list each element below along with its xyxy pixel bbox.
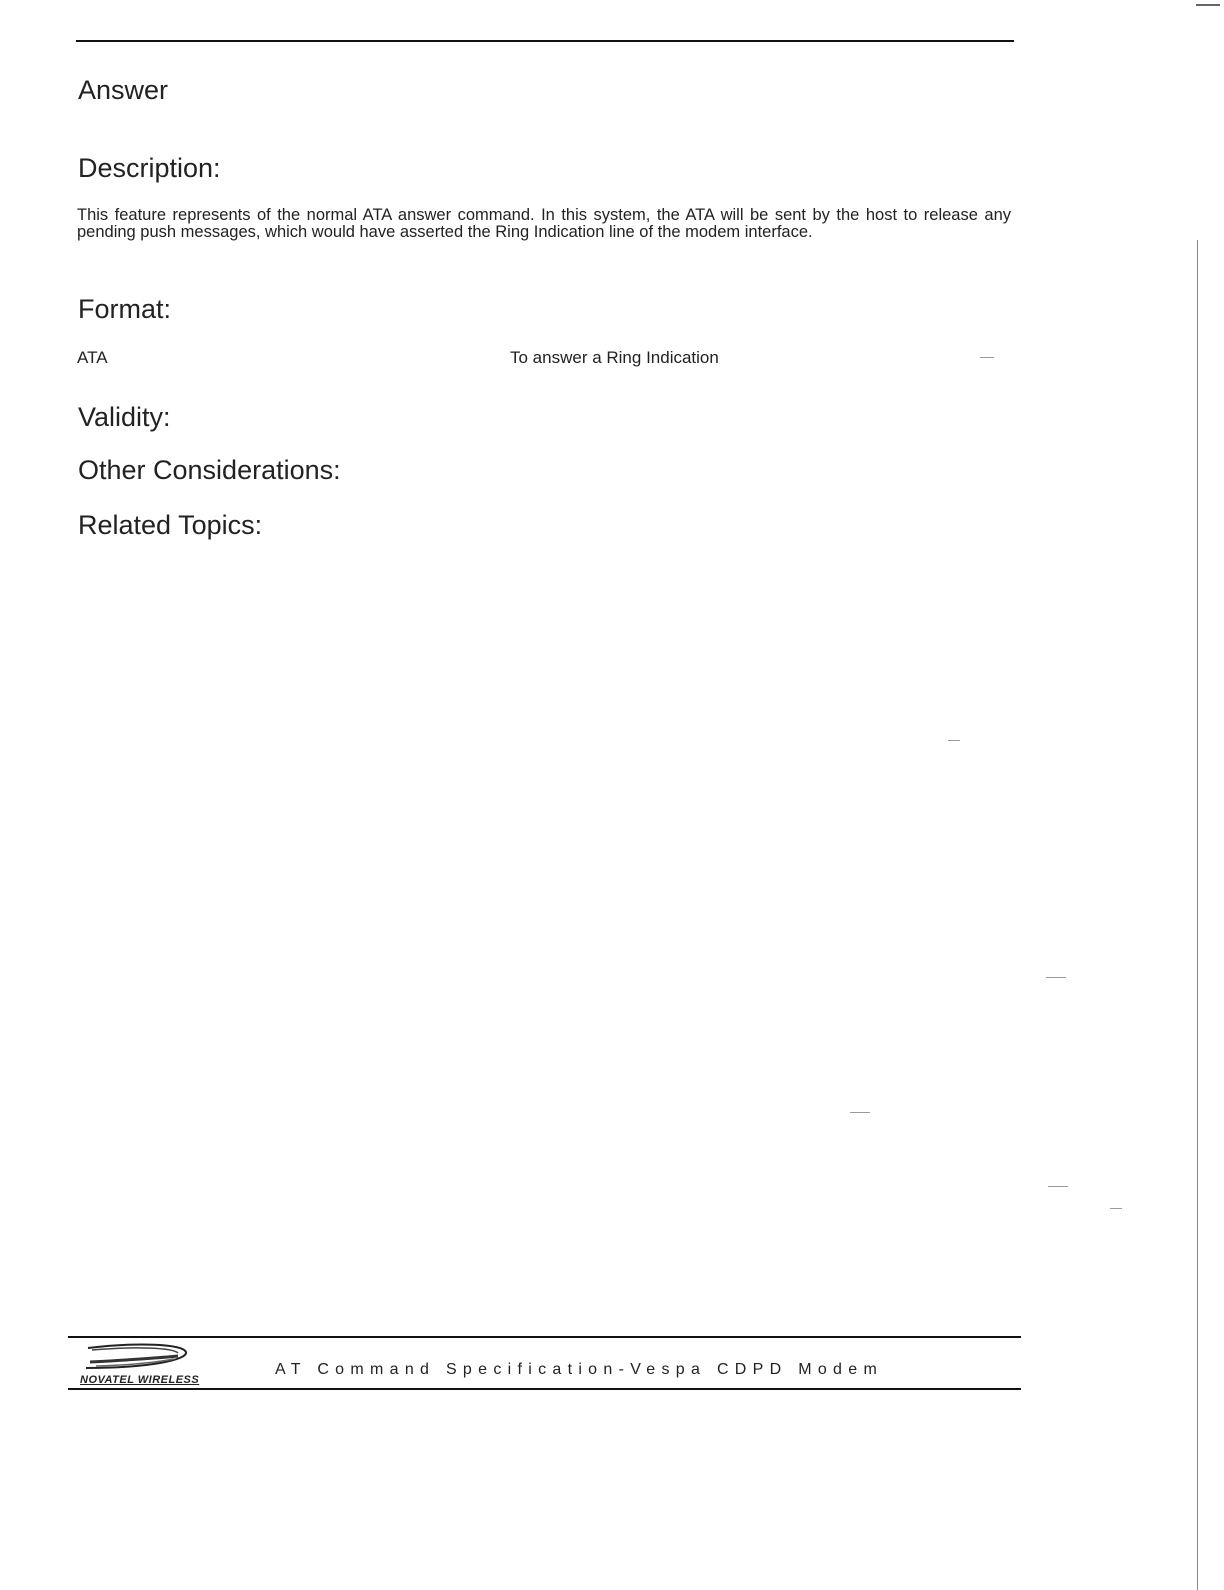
scan-speck	[1046, 977, 1066, 978]
scan-speck	[980, 357, 994, 358]
scan-speck	[1048, 1186, 1068, 1187]
other-considerations-heading: Other Considerations:	[78, 455, 341, 485]
validity-heading: Validity:	[78, 402, 171, 432]
novatel-logo	[78, 1340, 208, 1390]
format-command: ATA	[77, 348, 108, 367]
format-heading: Format:	[78, 294, 172, 324]
footer-bottom-rule	[68, 1388, 1021, 1390]
related-topics-heading: Related Topics:	[78, 510, 263, 540]
scan-speck	[1110, 1208, 1122, 1209]
logo-text: NOVATEL WIRELESS	[80, 1374, 200, 1386]
page-title: Answer	[78, 75, 169, 105]
scan-speck	[948, 740, 960, 741]
scan-corner-mark	[1196, 4, 1220, 6]
description-text: This feature represents of the normal ATA answer command. In this system, the ATA will be sent by the host to release any pending push messages, which would have asserted the Ring Indication line of the modem interface.	[77, 206, 1011, 241]
scan-speck	[850, 1112, 870, 1113]
format-command-description: To answer a Ring Indication	[510, 348, 719, 367]
footer-top-rule	[68, 1336, 1021, 1338]
scan-page-edge	[1197, 240, 1198, 1590]
swoosh-logo-icon	[78, 1340, 198, 1374]
header-rule	[76, 40, 1014, 42]
description-heading: Description:	[78, 153, 221, 183]
footer-title: AT Command Specification-Vespa CDPD Modem	[275, 1361, 884, 1378]
